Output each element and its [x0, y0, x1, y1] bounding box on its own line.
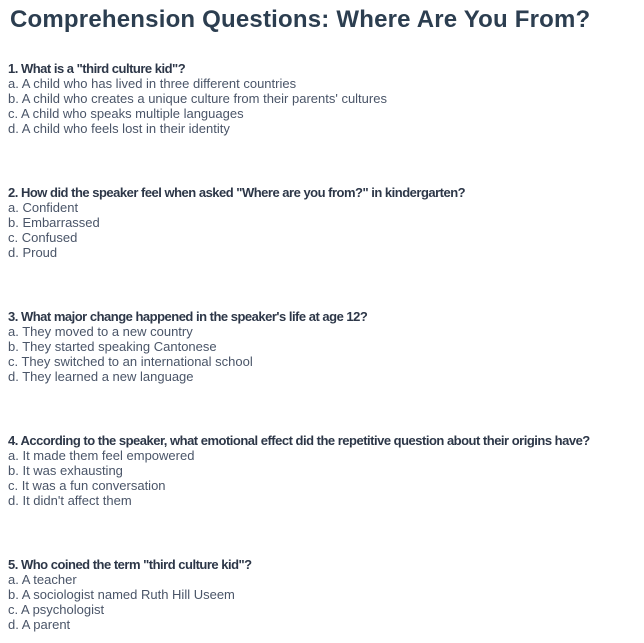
question-block-1	[8, 61, 640, 136]
question-prompt: 1. What is a "third culture kid"?	[8, 61, 186, 76]
answer-option-a: a. They moved to a new country	[8, 324, 193, 339]
answer-option-a: a. It made them feel empowered	[8, 448, 195, 463]
answer-option-a: a. A teacher	[8, 572, 77, 587]
answer-option-a: a. A child who has lived in three different countries	[8, 76, 297, 91]
answer-option-c: c. A psychologist	[8, 602, 105, 617]
answer-option-b: b. A sociologist named Ruth Hill Useem	[8, 587, 235, 602]
answer-option-a: a. Confident	[8, 200, 79, 215]
answer-option-c: c. Confused	[8, 230, 78, 245]
answer-option-d: d. It didn't affect them	[8, 493, 132, 508]
answer-option-c: c. A child who speaks multiple languages	[8, 106, 244, 121]
question-block-2	[8, 185, 640, 260]
answer-option-b: b. They started speaking Cantonese	[8, 339, 217, 354]
answer-option-c: c. It was a fun conversation	[8, 478, 166, 493]
question-prompt: 5. Who coined the term "third culture kid"?	[8, 557, 252, 572]
answer-option-d: d. A child who feels lost in their identity	[8, 121, 230, 136]
answer-option-c: c. They switched to an international school	[8, 354, 253, 369]
question-prompt: 2. How did the speaker feel when asked "Where are you from?" in kindergarten?	[8, 185, 466, 200]
answer-option-d: d. They learned a new language	[8, 369, 194, 384]
answer-option-d: d. A parent	[8, 617, 71, 632]
question-block-4	[8, 433, 640, 508]
questions-list	[8, 61, 640, 632]
question-prompt: 3. What major change happened in the speaker's life at age 12?	[8, 309, 368, 324]
answer-option-d: d. Proud	[8, 245, 58, 260]
question-block-5	[8, 557, 640, 632]
answer-option-b: b. Embarrassed	[8, 215, 100, 230]
page-title: Comprehension Questions: Where Are You From?	[10, 6, 591, 33]
question-prompt: 4. According to the speaker, what emotional effect did the repetitive question about their origins have?	[8, 433, 590, 448]
question-block-3	[8, 309, 640, 384]
answer-option-b: b. A child who creates a unique culture from their parents' cultures	[8, 91, 387, 106]
answer-option-b: b. It was exhausting	[8, 463, 123, 478]
